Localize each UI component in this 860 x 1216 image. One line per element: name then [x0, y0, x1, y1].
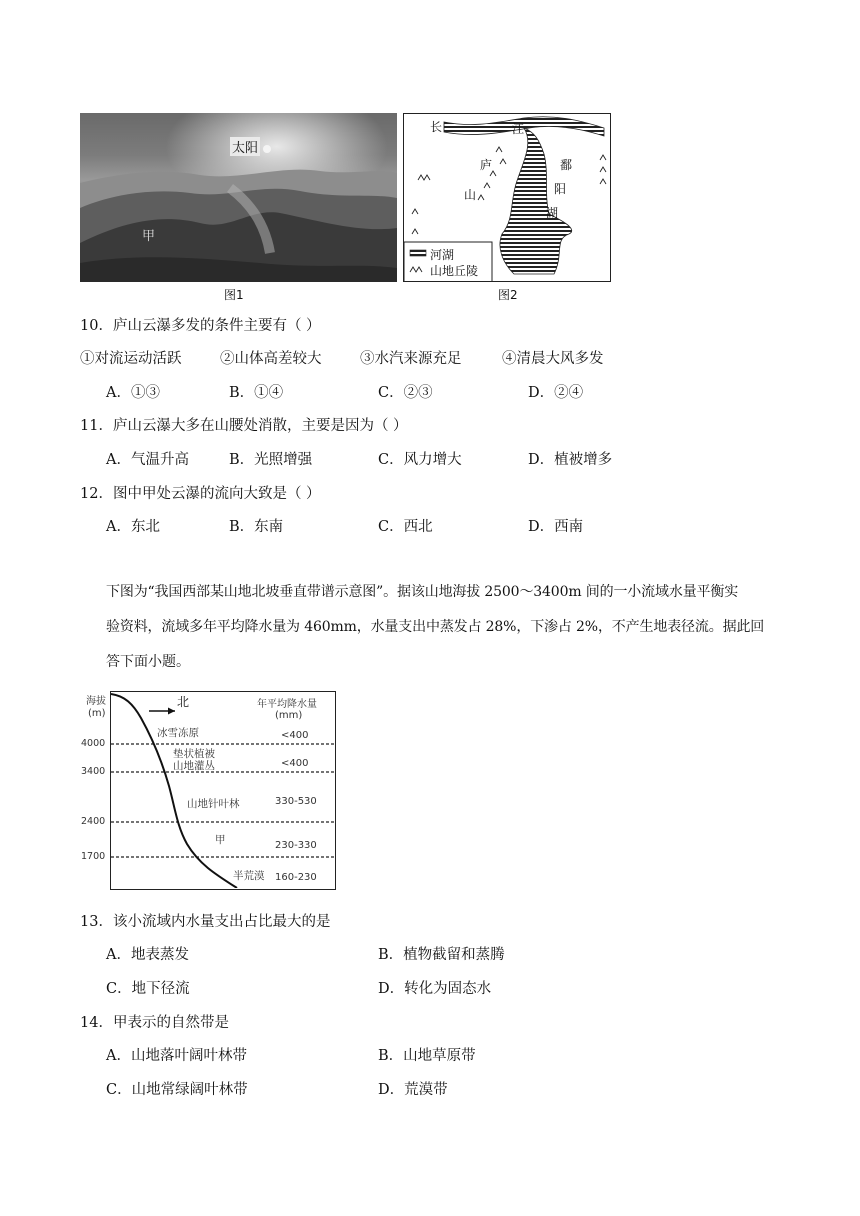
q12-option-a[interactable]: A．东北 [106, 519, 160, 535]
zone-jia: 甲 [215, 834, 226, 846]
precip-header-line1: 年平均降水量 [257, 699, 317, 710]
map-label-lu: 庐 [480, 158, 493, 172]
fig3-tick-3400: 3400 [81, 766, 106, 777]
q10-item-1: ①对流运动活跃 [80, 351, 182, 367]
precip-jia: 230-330 [275, 840, 317, 851]
question-13-stem: 13．该小流域内水量支出占比最大的是 [80, 914, 331, 930]
q11-option-d[interactable]: D．植被增多 [528, 452, 613, 468]
precip-shrub: <400 [281, 758, 309, 769]
question-12-stem: 12．图中甲处云瀑的流向大致是（ ） [80, 486, 321, 502]
q11-option-a[interactable]: A．气温升高 [106, 452, 189, 468]
q10-option-b[interactable]: B．①④ [229, 385, 284, 401]
map-label-chang: 长 [430, 120, 443, 134]
precip-header-line2: (mm) [275, 710, 303, 721]
figure-1-caption: 图1 [224, 288, 244, 302]
precip-ice-tundra: <400 [281, 730, 309, 741]
q10-option-d[interactable]: D．②④ [528, 385, 584, 401]
q12-option-c[interactable]: C．西北 [378, 519, 433, 535]
q13-option-c[interactable]: C．地下径流 [106, 981, 190, 997]
sun-label: 太阳 [230, 137, 260, 156]
q12-option-d[interactable]: D．西南 [528, 519, 584, 535]
q13-option-b[interactable]: B．植物截留和蒸腾 [378, 947, 505, 963]
passage-line-3: 答下面小题。 [106, 654, 190, 670]
precip-semi-desert: 160-230 [275, 872, 317, 883]
zone-semi-desert: 半荒漠 [233, 870, 265, 882]
q10-item-2: ②山体高差较大 [220, 351, 322, 367]
map-label-po: 鄱 [560, 158, 573, 172]
q10-item-3: ③水汽来源充足 [360, 351, 462, 367]
q14-option-d[interactable]: D．荒漠带 [378, 1082, 448, 1098]
question-11-stem: 11．庐山云瀑大多在山腰处消散，主要是因为（ ） [80, 418, 408, 434]
fig3-ylabel-line1: 海拔 [86, 696, 106, 707]
q10-option-a[interactable]: A．①③ [106, 385, 160, 401]
passage-line-1: 下图为“我国西部某山地北坡垂直带谱示意图”。据该山地海拔 2500～3400m 间的一小流域水量平衡实 [106, 584, 739, 600]
question-14-stem: 14．甲表示的自然带是 [80, 1015, 229, 1031]
q13-option-a[interactable]: A．地表蒸发 [106, 947, 189, 963]
q14-option-c[interactable]: C．山地常绿阔叶林带 [106, 1082, 248, 1098]
map-label-shan: 山 [464, 188, 477, 202]
north-label: 北 [177, 695, 190, 709]
zone-coniferous-forest: 山地针叶林 [187, 798, 240, 810]
q12-option-b[interactable]: B．东南 [229, 519, 284, 535]
q10-item-4: ④清晨大风多发 [502, 351, 604, 367]
q11-option-b[interactable]: B．光照增强 [229, 452, 313, 468]
q14-option-a[interactable]: A．山地落叶阔叶林带 [106, 1048, 247, 1064]
precip-coniferous: 330-530 [275, 796, 317, 807]
q10-option-c[interactable]: C．②③ [378, 385, 433, 401]
figure-2-map [403, 113, 611, 282]
q11-option-c[interactable]: C．风力增大 [378, 452, 462, 468]
figure-1-photo [80, 113, 397, 282]
fig3-tick-4000: 4000 [81, 738, 106, 749]
belt-chart-lines [111, 692, 334, 888]
map-label-yang: 阳 [554, 182, 567, 196]
zone-cushion-vegetation: 垫状植被 [173, 748, 215, 760]
fig3-tick-1700: 1700 [81, 851, 106, 862]
q13-option-d[interactable]: D．转化为固态水 [378, 981, 492, 997]
fig3-tick-2400: 2400 [81, 816, 106, 827]
zone-ice-tundra: 冰雪冻原 [157, 727, 199, 739]
jia-label: 甲 [142, 229, 156, 244]
figure-2-caption: 图2 [498, 288, 518, 302]
passage-line-2: 验资料，流域多年平均降水量为 460mm，水量支出中蒸发占 28%，下渗占 2%，不产生地表径流。据此回 [106, 619, 765, 635]
map-label-jiang: 江 [512, 122, 525, 136]
legend-lake-label: 河湖 [430, 248, 455, 262]
zone-mountain-shrub: 山地灌丛 [173, 760, 215, 772]
map-label-hu: 湖 [546, 206, 559, 220]
q14-option-b[interactable]: B．山地草原带 [378, 1048, 476, 1064]
question-10-stem: 10．庐山云瀑多发的条件主要有（ ） [80, 318, 321, 334]
legend-mountain-label: 山地丘陵 [430, 264, 479, 278]
figure-3-belt-chart [110, 691, 336, 890]
fig3-ylabel-line2: (m) [88, 708, 106, 719]
